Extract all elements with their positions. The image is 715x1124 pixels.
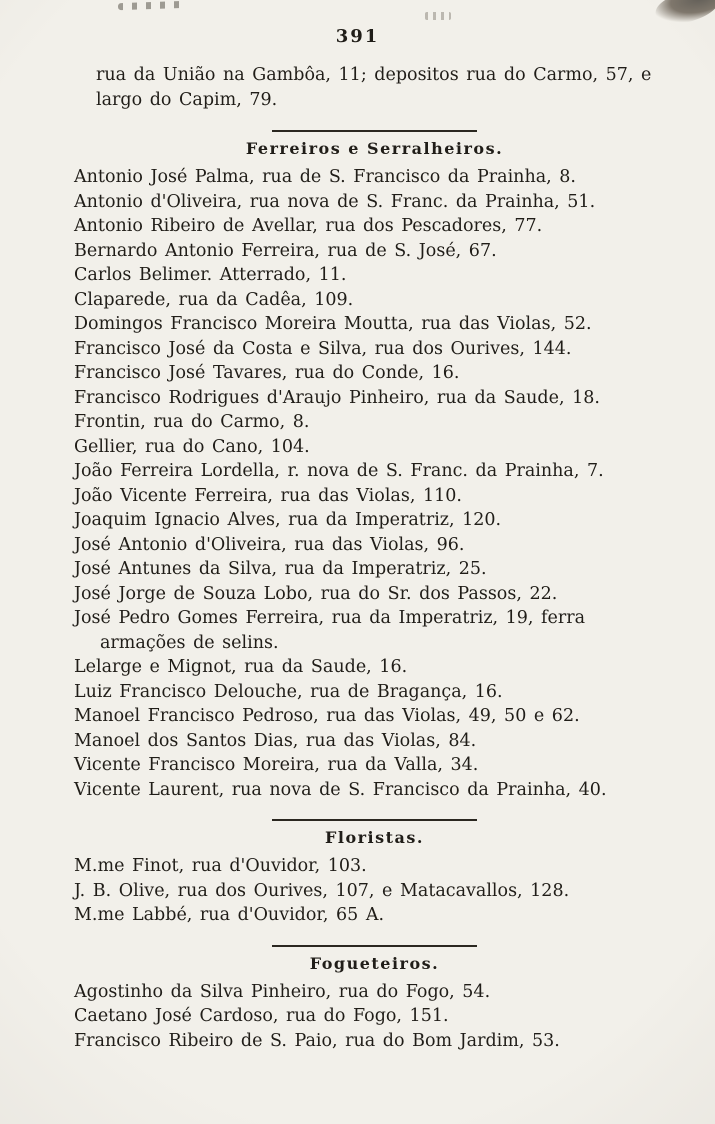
section-divider (272, 130, 477, 132)
directory-entry: Francisco José Tavares, rua do Conde, 16. (74, 363, 460, 383)
directory-entry: Claparede, rua da Cadêa, 109. (74, 289, 354, 310)
directory-entry: Gellier, rua do Cano, 104. (74, 436, 310, 457)
directory-entry: José Antunes da Silva, rua da Imperatriz, 25. (74, 559, 487, 579)
entry-list (74, 854, 675, 928)
entry-list (74, 980, 675, 1054)
directory-entry: Manoel Francisco Pedroso, rua das Violas, 49, 50 e 62. (74, 706, 580, 726)
carryover-paragraph: rua da União na Gambôa, 11; depositos rua do Carmo, 57, e largo do Capim, 79. (96, 65, 652, 110)
section-title: Ferreiros e Serralheiros. (245, 139, 504, 158)
directory-entry: Antonio José Palma, rua de S. Francisco da Prainha, 8. (74, 167, 576, 187)
directory-entry: Domingos Francisco Moreira Moutta, rua das Violas, 52. (74, 314, 592, 334)
directory-entry: Manoel dos Santos Dias, rua das Violas, 84. (74, 730, 477, 751)
directory-entry: José Jorge de Souza Lobo, rua do Sr. dos Passos, 22. (74, 583, 558, 604)
directory-entry: Luiz Francisco Delouche, rua de Bragança, 16. (74, 681, 503, 702)
entry-list (74, 165, 675, 802)
page-number: 391 (335, 26, 380, 47)
directory-entry: M.me Finot, rua d'Ouvidor, 103. (74, 856, 367, 876)
directory-entry: Francisco José da Costa e Silva, rua dos Ourives, 144. (74, 338, 572, 359)
directory-entry: Vicente Laurent, rua nova de S. Francisco da Prainha, 40. (74, 779, 607, 800)
directory-entry: Francisco Ribeiro de S. Paio, rua do Bom Jardim, 53. (74, 1030, 560, 1051)
section-title: Fogueteiros. (309, 953, 440, 973)
directory-section (74, 819, 675, 928)
directory-entry: Francisco Rodrigues d'Araujo Pinheiro, rua da Saude, 18. (74, 387, 600, 408)
directory-entry: Antonio Ribeiro de Avellar, rua dos Pescadores, 77. (74, 216, 543, 236)
directory-entry: Lelarge e Mignot, rua da Saude, 16. (74, 657, 408, 677)
directory-entry: Agostinho da Silva Pinheiro, rua do Fogo, 54. (74, 981, 491, 1002)
directory-entry: M.me Labbé, rua d'Ouvidor, 65 A. (74, 905, 385, 925)
directory-entry: Caetano José Cardoso, rua do Fogo, 151. (74, 1006, 449, 1026)
directory-sections (74, 130, 675, 1053)
directory-entry: Bernardo Antonio Ferreira, rua de S. José, 67. (74, 240, 497, 261)
directory-entry: Antonio d'Oliveira, rua nova de S. Franc. da Prainha, 51. (74, 191, 596, 212)
directory-entry: José Antonio d'Oliveira, rua das Violas, 96. (74, 534, 465, 555)
section-divider (272, 945, 477, 947)
directory-entry: Vicente Francisco Moreira, rua da Valla, 34. (74, 755, 479, 775)
directory-entry: Frontin, rua do Carmo, 8. (74, 412, 310, 432)
directory-entry: Joaquim Ignacio Alves, rua da Imperatriz, 120. (74, 510, 502, 530)
section-divider (272, 819, 477, 821)
directory-entry: José Pedro Gomes Ferreira, rua da Imperatriz, 19, ferra armações de selins. (74, 608, 586, 653)
directory-section (74, 945, 675, 1054)
directory-entry: J. B. Olive, rua dos Ourives, 107, e Matacavallos, 128. (74, 880, 570, 901)
directory-entry: João Ferreira Lordella, r. nova de S. Franc. da Prainha, 7. (74, 461, 604, 481)
section-title: Floristas. (325, 828, 424, 847)
directory-section (74, 130, 675, 802)
directory-entry: João Vicente Ferreira, rua das Violas, 110. (74, 485, 462, 506)
directory-entry: Carlos Belimer. Atterrado, 11. (74, 265, 347, 285)
